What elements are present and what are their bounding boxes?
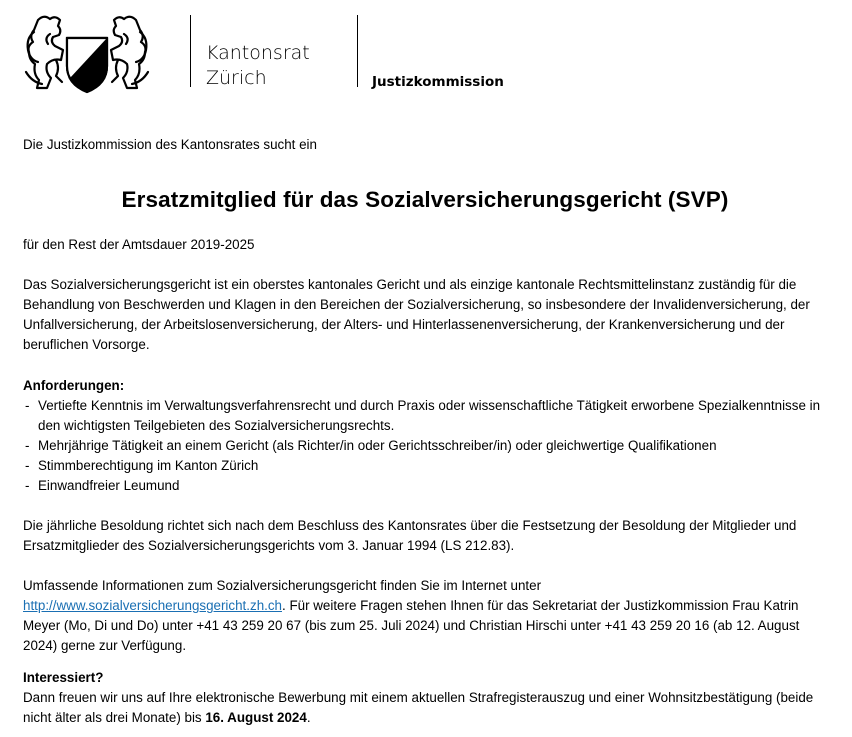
- document-body: [23, 135, 823, 728]
- interested-title: Interessiert?: [23, 670, 104, 685]
- page-title: Ersatzmitglied für das Sozialversicherungsgericht (SVP): [121, 187, 729, 212]
- org-line-1: Kantonsrat: [206, 42, 310, 64]
- department-name: Justizkommission: [372, 74, 504, 90]
- court-website-link[interactable]: http://www.sozialversicherungsgericht.zh.ch: [23, 598, 282, 613]
- application-text-end: .: [306, 710, 311, 725]
- intro-text: Die Justizkommission des Kantonsrates sucht ein: [23, 137, 317, 152]
- term-text: für den Rest der Amtsdauer 2019-2025: [23, 237, 255, 252]
- application-deadline: 16. August 2024: [205, 710, 307, 725]
- requirements-title: Anforderungen:: [23, 378, 125, 393]
- org-line-2: Zürich: [206, 67, 267, 89]
- list-item: - Einwandfreier Leumund: [23, 476, 823, 496]
- organization-name: [206, 41, 310, 91]
- header-divider: [190, 15, 191, 87]
- letterhead: [0, 0, 852, 110]
- salary-text: Die jährliche Besoldung richtet sich nach dem Beschluss des Kantonsrates über die Festsetzung der Besoldung der Mitglieder und Ersatzmitglieder des Sozialversicherungsgerichts vom 3. Januar 1994 (LS 212.83).: [23, 518, 797, 553]
- description-text: Das Sozialversicherungsgericht ist ein oberstes kantonales Gericht und als einzige kantonale Rechtsmittelinstanz zuständig für die Behandlung von Beschwerden und Klagen in den Bereichen der Sozialversicherung, so insbesondere der Invalidenversicherung, der Unfallversicherung, der Arbeitslosenversicherung, der Alters- und Hinterlassenenversicherung, der Krankenversicherung und der beruflichen Vorsorge.: [23, 277, 810, 352]
- application-text-body: Dann freuen wir uns auf Ihre elektronische Bewerbung mit einem aktuellen Strafregisterauszug und einer Wohnsitzbestätigung (beide nicht älter als drei Monate) bis: [23, 690, 814, 725]
- info-text: Umfassende Informationen zum Sozialversicherungsgericht finden Sie im Internet unter: [23, 578, 542, 593]
- application-text: [23, 688, 823, 728]
- zurich-coat-of-arms-icon: [20, 12, 154, 96]
- list-item: - Stimmberechtigung im Kanton Zürich: [23, 456, 823, 476]
- list-item: - Vertiefte Kenntnis im Verwaltungsverfahrensrecht und durch Praxis oder wissenschaftliche Tätigkeit erworbene Spezialkenntnisse in den wichtigsten Teilgebieten des Sozialversicherungsrechts.: [23, 396, 823, 436]
- contact-info: [23, 576, 823, 656]
- info-contact-text: . Für weitere Fragen stehen Ihnen für das Sekretariat der Justizkommission Frau Katrin Meyer (Mo, Di und Do) unter +41 43 259 20 67 (bis zum 25. Juli 2024) und Christian Hirschi unter +41 43 259 20 16 (ab 12. August 2024) gerne zur Verfügung.: [23, 598, 800, 653]
- list-item: - Mehrjährige Tätigkeit an einem Gericht (als Richter/in oder Gerichtsschreiber/in) oder gleichwertige Qualifikationen: [23, 436, 823, 456]
- header-divider: [357, 15, 358, 87]
- requirements-list: [23, 396, 823, 496]
